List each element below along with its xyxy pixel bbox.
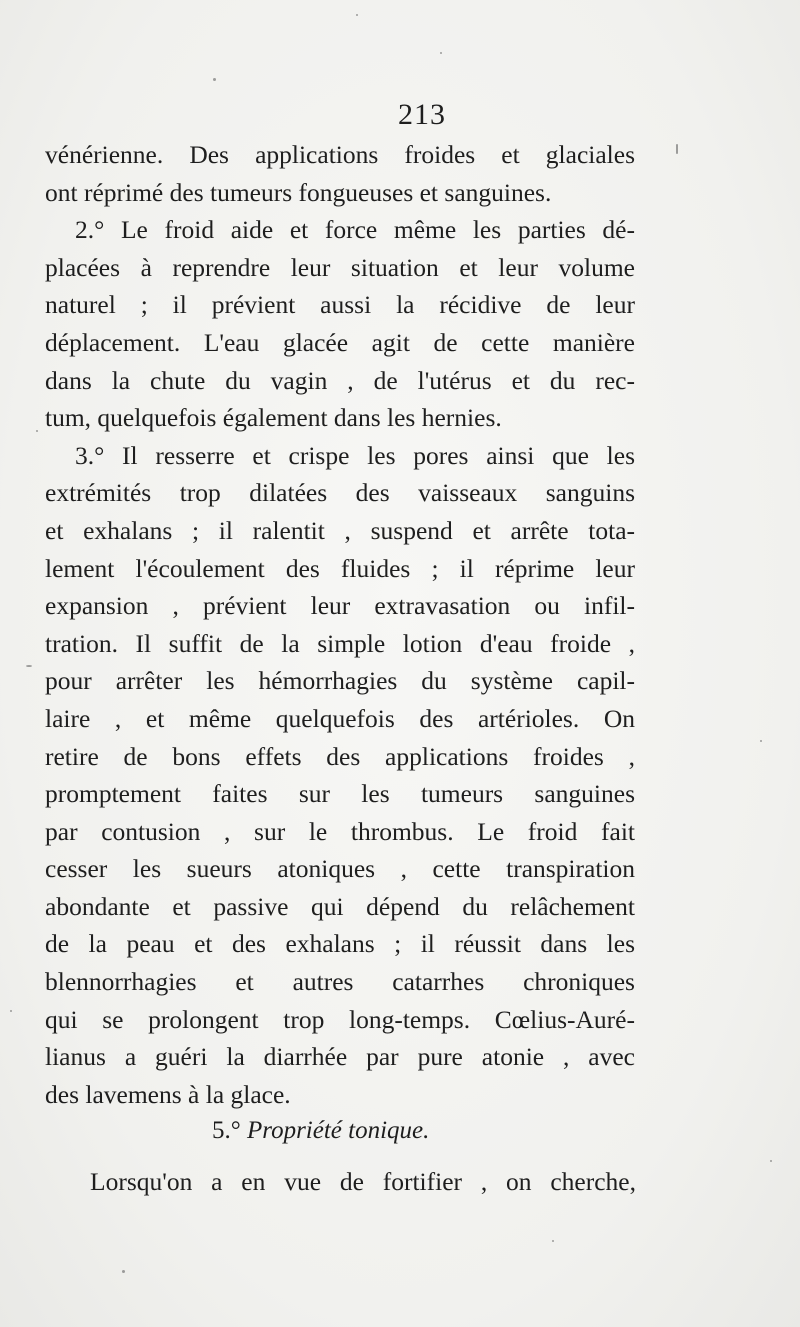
paper-speck xyxy=(440,52,442,54)
text-line: déplacement. L'eau glacée agit de cette manière xyxy=(45,327,635,357)
paper-speck xyxy=(676,144,678,154)
text-line: tration. Il suffit de la simple lotion d'eau froide , xyxy=(45,628,635,658)
paper-speck xyxy=(122,1270,125,1273)
text-line: promptement faites sur les tumeurs sanguines xyxy=(45,779,635,809)
text-line: 3.° Il resserre et crispe les pores ainsi que les xyxy=(75,440,635,470)
paper-speck xyxy=(36,430,38,432)
body-text xyxy=(45,136,635,1113)
section-title: Propriété tonique. xyxy=(247,1117,430,1144)
text-line: lianus a guéri la diarrhée par pure atonie , avec xyxy=(45,1042,635,1072)
text-line: dans la chute du vagin , de l'utérus et du rec- xyxy=(45,365,635,395)
paper-speck xyxy=(356,14,358,16)
text-line: vénérienne. Des applications froides et glaciales xyxy=(45,140,635,169)
paper-speck xyxy=(760,740,762,742)
text-line: cesser les sueurs atoniques , cette transpiration xyxy=(45,854,635,884)
text-line: laire , et même quelquefois des artérioles. On xyxy=(45,703,635,733)
paper-speck xyxy=(10,1010,12,1012)
text-line: lement l'écoulement des fluides ; il réprime leur xyxy=(45,553,635,583)
text-line: et exhalans ; il ralentit , suspend et arrête tota- xyxy=(45,515,635,545)
paper-speck xyxy=(213,78,216,81)
text-line: des lavemens à la glace. xyxy=(45,1079,291,1109)
text-line: 2.° Le froid aide et force même les parties dé- xyxy=(75,215,635,245)
text-line: placées à reprendre leur situation et leur volume xyxy=(45,252,635,282)
text-line: tum, quelquefois également dans les hernies. xyxy=(45,403,502,433)
text-line: par contusion , sur le thrombus. Le froid fait xyxy=(45,816,635,846)
text-line: abondante et passive qui dépend du relâchement xyxy=(45,891,635,921)
text-line: ont réprimé des tumeurs fongueuses et sanguines. xyxy=(45,177,552,207)
text-line: pour arrêter les hémorrhagies du système capil- xyxy=(45,666,635,696)
section-heading xyxy=(212,1117,429,1145)
paper-speck xyxy=(26,665,32,667)
text-line: de la peau et des exhalans ; il réussit dans les xyxy=(45,929,635,959)
paper-speck xyxy=(770,1160,772,1162)
section-number: 5.° xyxy=(212,1117,241,1144)
text-line: naturel ; il prévient aussi la récidive de leur xyxy=(45,290,635,320)
text-line: blennorrhagies et autres catarrhes chroniques xyxy=(45,967,635,997)
text-line: retire de bons effets des applications froides , xyxy=(45,741,635,771)
text-line: qui se prolongent trop long-temps. Cœlius-Auré- xyxy=(45,1004,635,1034)
paper-speck xyxy=(552,1240,554,1242)
page-number: 213 xyxy=(398,98,446,131)
text-line: expansion , prévient leur extravasation ou infil- xyxy=(45,591,635,621)
text-line: extrémités trop dilatées des vaisseaux sanguins xyxy=(45,478,635,508)
text-line: Lorsqu'on a en vue de fortifier , on cherche, xyxy=(90,1167,636,1196)
